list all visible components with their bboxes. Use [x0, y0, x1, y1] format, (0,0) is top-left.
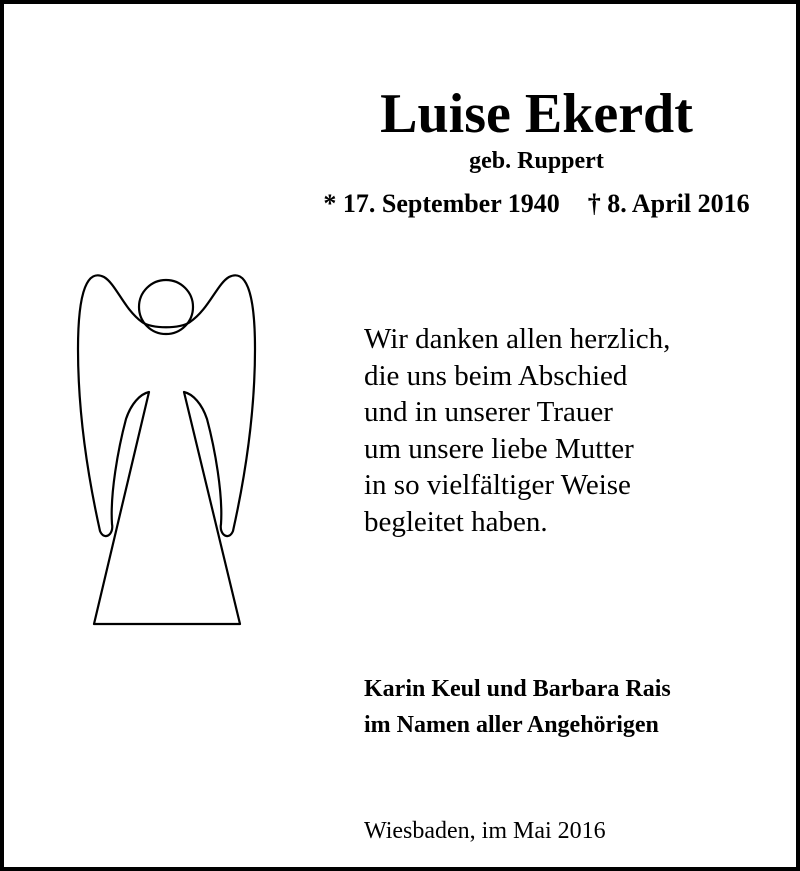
birth-date: * 17. September 1940	[323, 189, 560, 218]
thanks-line: Wir danken allen herzlich,	[364, 323, 671, 355]
life-dates	[309, 188, 764, 220]
thanks-line: um unsere liebe Mutter	[364, 432, 634, 465]
place-date: Wiesbaden, im Mai 2016	[364, 818, 606, 844]
thanks-line: begleitet haben.	[364, 505, 548, 538]
thanks-text	[364, 321, 764, 540]
thanks-line: in so vielfältiger Weise	[364, 469, 631, 501]
signers	[364, 671, 784, 743]
deceased-name: Luise Ekerdt	[380, 83, 693, 145]
thanks-line: die uns beim Abschied	[364, 359, 628, 392]
thanks-line: und in unserer Trauer	[364, 396, 613, 428]
maiden-name: geb. Ruppert	[469, 148, 604, 174]
death-date: † 8. April 2016	[587, 189, 750, 218]
signer-relation: im Namen aller Angehörigen	[364, 712, 659, 738]
signer-names: Karin Keul und Barbara Rais	[364, 676, 671, 702]
angel-icon	[74, 269, 259, 639]
